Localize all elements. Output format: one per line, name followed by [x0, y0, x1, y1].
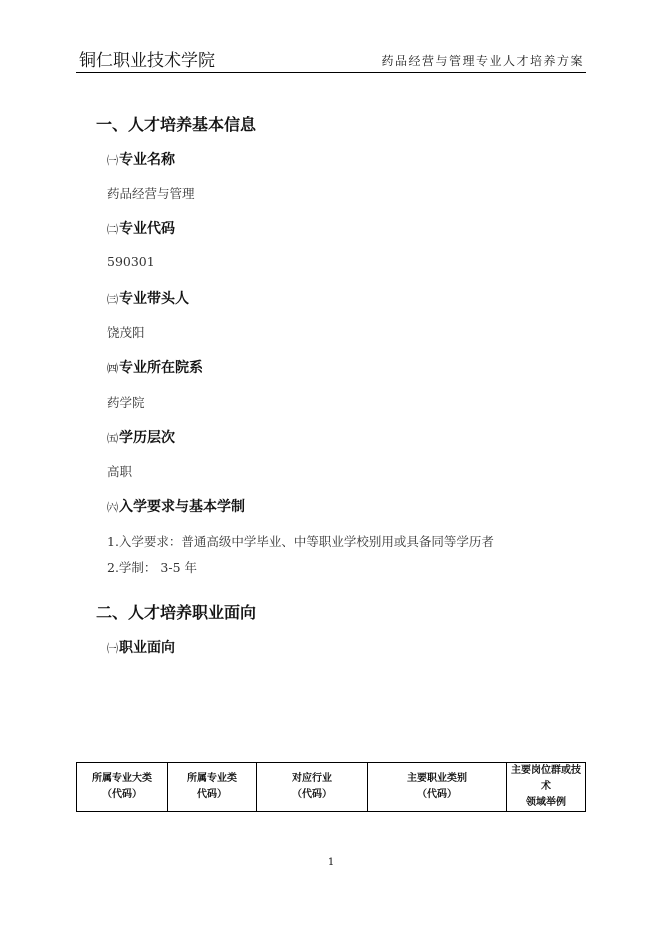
subheading-label: 入学要求与基本学制: [119, 499, 245, 515]
subheading-number: ㈣: [107, 362, 118, 375]
subheading-label: 专业带头人: [119, 291, 189, 307]
subheading-label: 职业面向: [119, 640, 175, 656]
table-header-cell: [507, 763, 586, 812]
major-name-value: 药品经营与管理: [107, 186, 195, 201]
header-line: （代码）: [102, 789, 142, 800]
subheading-major-code: [107, 218, 175, 238]
header-divider: [76, 72, 586, 73]
table-header-cell: [257, 763, 368, 812]
school-name: 铜仁职业技术学院: [79, 51, 215, 71]
subheading-number: ㈠: [107, 642, 118, 655]
subheading-number: ㈥: [107, 501, 118, 514]
table-header-cell: [77, 763, 168, 812]
study-duration: 2.学制： 3-5 年: [107, 560, 198, 575]
subheading-number: ㈡: [107, 223, 118, 236]
page-number: 1: [327, 857, 335, 868]
major-code-value: 590301: [107, 254, 155, 269]
subheading-number: ㈢: [107, 293, 118, 306]
subheading-label: 专业名称: [119, 152, 175, 168]
admission-requirement: 1.入学要求：普通高级中学毕业、中等职业学校别用或具备同等学历者: [107, 534, 494, 549]
occupation-table: [76, 762, 586, 812]
subheading-department: [107, 357, 203, 377]
subheading-number: ㈠: [107, 154, 118, 167]
section-2-heading: 二、人才培养职业面向: [96, 603, 257, 622]
subheading-label: 专业代码: [119, 221, 175, 237]
header-line: （代码）: [292, 789, 332, 800]
header-line: 主要职业类别: [407, 773, 467, 784]
header-line: 所属专业大类: [92, 773, 152, 784]
section-1-heading: 一、人才培养基本信息: [96, 115, 257, 134]
subheading-admission: [107, 496, 245, 516]
header-line: 对应行业: [292, 773, 332, 784]
subheading-major-leader: [107, 288, 189, 308]
subheading-label: 学历层次: [119, 430, 175, 446]
header-line: （代码）: [417, 789, 457, 800]
education-level-value: 高职: [107, 464, 133, 479]
subheading-education-level: [107, 427, 175, 447]
document-title: 药品经营与管理专业人才培养方案: [381, 54, 584, 68]
subheading-major-name: [107, 149, 175, 169]
subheading-occupation: [107, 637, 175, 657]
header-line: 领域举例: [526, 797, 566, 808]
header-line: 所属专业类: [187, 773, 237, 784]
major-leader-value: 饶茂阳: [107, 325, 145, 340]
table-header-row: [77, 763, 586, 812]
header-line: 代码）: [197, 789, 227, 800]
subheading-label: 专业所在院系: [119, 360, 203, 376]
table-header-cell: [368, 763, 507, 812]
department-value: 药学院: [107, 395, 145, 410]
subheading-number: ㈤: [107, 432, 118, 445]
table-header-cell: [168, 763, 257, 812]
header-line: 主要岗位群或技术: [511, 765, 581, 792]
